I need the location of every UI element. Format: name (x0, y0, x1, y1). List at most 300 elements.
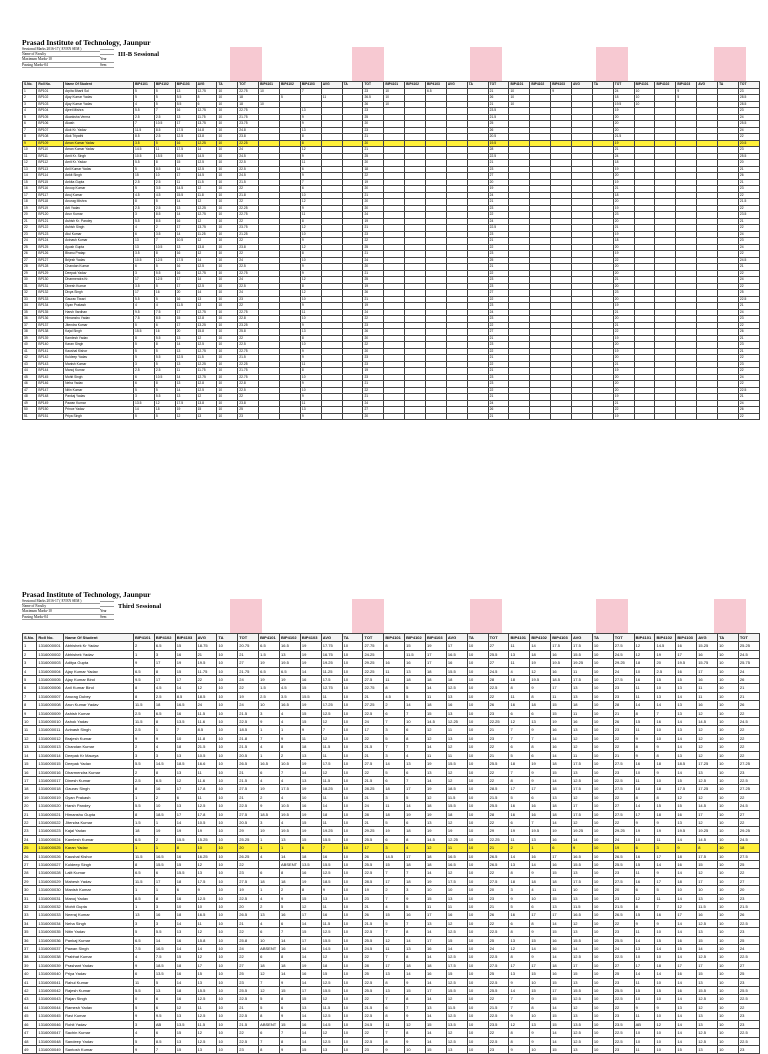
table-cell: 6 (259, 869, 280, 877)
table-cell: 12 (697, 869, 718, 877)
table-cell: Manish Kumar (64, 361, 134, 368)
table-cell: 19 (259, 827, 280, 835)
table-cell: 3 (259, 818, 280, 826)
table-cell: 1 (134, 886, 155, 894)
table-cell: 21.5 (238, 179, 259, 186)
column-header: S.No. (23, 634, 37, 642)
table-cell: 4.5 (134, 192, 155, 199)
table-cell: 5.5 (134, 160, 155, 167)
table-cell: 6.5 (259, 667, 280, 675)
table-cell: 5.5 (175, 95, 196, 102)
table-cell: 12 (634, 650, 655, 658)
table-cell: 8 (634, 743, 655, 751)
table-cell: 10 (592, 709, 613, 717)
table-cell: BP143 (37, 361, 64, 368)
table-cell: 13 (697, 768, 718, 776)
table-cell: 22 (196, 676, 217, 684)
table-cell: 20 (613, 355, 634, 362)
table-cell: 49 (23, 400, 37, 407)
table-cell: 24 (238, 257, 259, 264)
table-cell: 10 (217, 374, 238, 381)
table-cell: 4 (405, 844, 426, 852)
table-cell: 10 (217, 936, 238, 944)
table-cell: 11.5 (134, 127, 155, 134)
table-cell: 47 (23, 1029, 37, 1037)
table-cell: 12 (300, 903, 321, 911)
table-cell: 25.5 (363, 936, 384, 944)
table-cell: 9.5 (134, 676, 155, 684)
table-cell: 11 (196, 793, 217, 801)
table-cell: 25 (738, 860, 759, 868)
table-cell: 1316000027 (37, 860, 64, 868)
table-cell: 21 (363, 134, 384, 141)
table-cell: 13.8 (196, 400, 217, 407)
table-cell: 10 (592, 953, 613, 961)
table-cell: 24 (613, 835, 634, 843)
table-cell: 13.5 (154, 970, 175, 978)
table-cell: 4.5 (280, 684, 301, 692)
table-cell: 19 (613, 394, 634, 401)
table-cell: 15 (551, 701, 572, 709)
table-cell: 2.5 (154, 134, 175, 141)
table-cell: 12.25 (196, 140, 217, 147)
table-cell: 23 (738, 978, 759, 986)
table-cell: 10 (217, 869, 238, 877)
table-cell: 16 (300, 869, 321, 877)
table-cell: 1316000003 (37, 659, 64, 667)
table-cell: 10 (592, 1045, 613, 1053)
table-cell: 13 (697, 978, 718, 986)
table-cell: 12 (196, 1029, 217, 1037)
table-cell: 16 (175, 264, 196, 271)
table-cell: 26 (488, 407, 509, 414)
table-cell: 8 (655, 793, 676, 801)
institute-title: Prasad Institute of Technology, Jaunpur (22, 590, 151, 599)
table-cell: 1316000046 (37, 1020, 64, 1028)
table-cell: 22 (613, 407, 634, 414)
table-cell: 13 (446, 894, 467, 902)
table-row (23, 718, 760, 726)
table-cell: 20 (175, 290, 196, 297)
table-cell: 13 (280, 650, 301, 658)
table-cell: 23 (738, 894, 759, 902)
table-cell: BP124 (37, 238, 64, 245)
table-cell: 29 (23, 877, 37, 885)
table-cell: 26 (488, 127, 509, 134)
table-cell: 14 (175, 818, 196, 826)
table-cell: 10 (634, 1029, 655, 1037)
table-cell: 21.5 (738, 199, 759, 206)
table-cell: 3 (134, 361, 155, 368)
table-cell (634, 413, 655, 420)
table-cell: 9 (154, 734, 175, 742)
table-cell: 15.5 (572, 936, 593, 944)
table-cell: 15 (655, 676, 676, 684)
table-cell: 17.5 (321, 760, 342, 768)
table-cell: 13.75 (196, 121, 217, 128)
table-cell: 14 (23, 173, 37, 180)
table-cell: ABSENT (259, 945, 280, 953)
table-cell: 1 (154, 818, 175, 826)
table-cell: 2 (134, 743, 155, 751)
table-cell: 22 (738, 270, 759, 277)
table-cell: 10 (697, 886, 718, 894)
table-cell: 2 (154, 225, 175, 232)
table-cell: 5.5 (134, 218, 155, 225)
table-cell: 10 (592, 667, 613, 675)
table-cell: 18 (154, 701, 175, 709)
table-cell: BP131 (37, 283, 64, 290)
table-cell: 15 (697, 860, 718, 868)
table-cell: 22 (738, 225, 759, 232)
table-cell: 16.5 (572, 852, 593, 860)
table-cell: 13 (676, 701, 697, 709)
table-cell: 12.5 (446, 953, 467, 961)
table-cell: 6 (384, 1003, 405, 1011)
table-cell: Rahul Kumar (64, 978, 134, 986)
table-cell: 23 (613, 692, 634, 700)
table-cell: 10 (634, 1037, 655, 1045)
table-cell: 12 (196, 218, 217, 225)
table-cell: 5 (405, 903, 426, 911)
table-cell: 12 (676, 793, 697, 801)
table-cell: 16 (280, 911, 301, 919)
table-cell: 16 (551, 860, 572, 868)
table-cell: 14 (300, 945, 321, 953)
table-cell: 11 (572, 751, 593, 759)
table-cell: 18 (175, 987, 196, 995)
table-cell: 27.25 (738, 760, 759, 768)
table-cell: 22.75 (238, 309, 259, 316)
table-cell: 13 (175, 361, 196, 368)
table-cell: 17.5 (196, 877, 217, 885)
table-cell: 27.5 (238, 810, 259, 818)
table-cell: Kamlesh Kumar (64, 835, 134, 843)
table-cell: BP133 (37, 296, 64, 303)
table-cell: 17 (405, 852, 426, 860)
institute-title: Prasad Institute of Technology, Jaunpur (22, 38, 151, 47)
table-cell: 11 (175, 179, 196, 186)
table-cell: 13 (175, 205, 196, 212)
column-header: BIP4103 (551, 82, 572, 89)
table-cell: 15.25 (697, 642, 718, 650)
table-cell: 15 (551, 1012, 572, 1020)
table-cell: 21 (738, 394, 759, 401)
table-cell: 8 (280, 869, 301, 877)
table-cell: 22.5 (488, 953, 509, 961)
table-cell: 13 (509, 650, 530, 658)
table-cell: 9 (509, 894, 530, 902)
table-row (23, 684, 760, 692)
table-cell: 11 (196, 1003, 217, 1011)
table-cell: 18 (655, 961, 676, 969)
table-cell: 10 (217, 127, 238, 134)
table-cell: 11.5 (134, 718, 155, 726)
table-cell: 24.25 (363, 650, 384, 658)
table-cell: 10 (718, 718, 739, 726)
table-cell: 19 (300, 701, 321, 709)
table-cell: 8 (134, 785, 155, 793)
table-cell: 13 (509, 936, 530, 944)
table-cell: 14 (426, 1029, 447, 1037)
table-cell: 16 (530, 810, 551, 818)
table-cell: 10 (467, 667, 488, 675)
table-cell: 10 (718, 692, 739, 700)
table-cell: 10 (592, 911, 613, 919)
table-cell: 8 (300, 335, 321, 342)
table-cell: 10 (592, 844, 613, 852)
table-cell: 17 (23, 776, 37, 784)
meta-row-1: Name of Faculty (22, 604, 760, 609)
table-cell: 22 (363, 953, 384, 961)
table-cell: 11 (196, 919, 217, 927)
table-cell: 8.5 (154, 1037, 175, 1045)
table-cell: 23 (488, 166, 509, 173)
table-cell: 15 (676, 1045, 697, 1053)
table-cell: 1 (134, 903, 155, 911)
table-cell: 16 (426, 970, 447, 978)
table-cell: 13 (676, 684, 697, 692)
table-cell: 15.5 (321, 860, 342, 868)
table-cell: 22.5 (738, 1037, 759, 1045)
table-cell: 1316000013 (37, 743, 64, 751)
table-cell: 12 (446, 919, 467, 927)
table-cell: 10 (342, 995, 363, 1003)
table-row (23, 760, 760, 768)
table-cell: 14 (300, 667, 321, 675)
table-cell: 29.25 (363, 827, 384, 835)
table-cell: 24 (238, 277, 259, 284)
table-cell: 10 (718, 919, 739, 927)
table-cell: 18 (321, 810, 342, 818)
table-cell: 3.5 (134, 251, 155, 258)
table-cell: 10 (718, 1012, 739, 1020)
table-cell: 22.75 (238, 270, 259, 277)
table-cell: 12.5 (572, 1029, 593, 1037)
table-cell: 12 (697, 751, 718, 759)
table-cell: 14.5 (196, 153, 217, 160)
table-cell: 10 (217, 303, 238, 310)
table-cell: 2.5 (154, 205, 175, 212)
table-cell: 14 (175, 387, 196, 394)
table-cell: Kamlesh Yadav (64, 335, 134, 342)
table-row (23, 1045, 760, 1053)
table-cell: Santosh Kumar (64, 1045, 134, 1053)
table-cell: 3 (134, 270, 155, 277)
table-cell: 22 (238, 335, 259, 342)
table-cell: 12 (634, 642, 655, 650)
table-cell: 15 (175, 860, 196, 868)
table-cell: 12 (196, 335, 217, 342)
table-cell: 12 (196, 684, 217, 692)
table-cell: 16 (384, 659, 405, 667)
table-cell: 19.5 (280, 827, 301, 835)
table-cell: 12 (572, 919, 593, 927)
table-cell: 15 (676, 776, 697, 784)
table-cell: 11 (384, 802, 405, 810)
table-cell: 22.75 (238, 88, 259, 95)
table-cell: 23 (488, 381, 509, 388)
table-cell: 6 (259, 953, 280, 961)
table-cell: 7.5 (134, 316, 155, 323)
table-cell: 19 (426, 827, 447, 835)
table-cell: 1316000016 (37, 768, 64, 776)
table-cell: 5 (134, 348, 155, 355)
table-cell: 6 (134, 264, 155, 271)
table-cell: 10 (467, 751, 488, 759)
table-cell: Bhanu Pratap (64, 251, 134, 258)
table-cell: Mohit Gupta (64, 903, 134, 911)
table-cell: 10 (217, 270, 238, 277)
table-cell: 21.5 (238, 743, 259, 751)
column-header: BIP4102 (280, 82, 301, 89)
table-cell: 10 (342, 818, 363, 826)
table-cell: 14 (551, 1029, 572, 1037)
table-cell: 10 (217, 101, 238, 108)
table-cell: 12.75 (196, 212, 217, 219)
table-cell: 19 (300, 642, 321, 650)
table-cell: 1316000019 (37, 793, 64, 801)
table-cell: 10 (718, 961, 739, 969)
table-cell: 19 (613, 166, 634, 173)
table-cell: 13 (175, 802, 196, 810)
table-cell: 16.5 (446, 860, 467, 868)
table-cell: 18 (175, 911, 196, 919)
table-cell: 9 (530, 928, 551, 936)
table-cell: 10 (634, 768, 655, 776)
table-cell: 8 (509, 953, 530, 961)
table-cell: 19 (613, 303, 634, 310)
table-cell: 1 (280, 844, 301, 852)
table-cell: 22 (238, 860, 259, 868)
table-cell: 10 (342, 684, 363, 692)
table-cell: 10 (718, 852, 739, 860)
table-cell: Ravi Kumar (64, 1012, 134, 1020)
table-cell: 10 (718, 911, 739, 919)
table-cell: 18.5 (551, 676, 572, 684)
column-header: AVG (446, 634, 467, 642)
table-cell: 13.75 (196, 225, 217, 232)
table-cell: 16.5 (175, 701, 196, 709)
table-cell: 10 (217, 140, 238, 147)
table-cell: 17 (175, 810, 196, 818)
table-cell: 10 (592, 726, 613, 734)
table-cell: 1.5 (134, 818, 155, 826)
table-cell: 15 (551, 1020, 572, 1028)
table-cell: 1316000043 (37, 995, 64, 1003)
table-cell: 7 (259, 734, 280, 742)
table-cell: 20 (613, 374, 634, 381)
table-cell: 23 (488, 251, 509, 258)
table-cell: 10 (467, 877, 488, 885)
table-cell: BP103 (37, 101, 64, 108)
table-cell: 12 (154, 400, 175, 407)
table-cell: 23 (488, 374, 509, 381)
table-cell (509, 413, 530, 420)
table-cell: 12 (175, 413, 196, 420)
table-cell: 14 (509, 987, 530, 995)
table-cell: 24.5 (238, 153, 259, 160)
table-cell: 10 (467, 802, 488, 810)
table-cell: Neeraj Kumar (64, 911, 134, 919)
table-cell: 10 (217, 238, 238, 245)
table-cell: 14.5 (154, 760, 175, 768)
table-cell: 9 (300, 270, 321, 277)
table-cell: 6 (134, 374, 155, 381)
table-cell: 7 (175, 726, 196, 734)
table-cell: 19 (613, 179, 634, 186)
table-cell: 4 (259, 894, 280, 902)
table-cell: 8.5 (154, 212, 175, 219)
table-cell: 7 (509, 768, 530, 776)
table-cell: 10 (342, 760, 363, 768)
table-cell: 10 (592, 1012, 613, 1020)
table-cell: 14 (676, 869, 697, 877)
table-cell: 23 (363, 127, 384, 134)
table-cell: 19.5 (613, 101, 634, 108)
table-cell: 14 (405, 802, 426, 810)
table-cell (259, 413, 280, 420)
table-cell: 7 (655, 709, 676, 717)
table-cell: 21 (738, 264, 759, 271)
table-cell: 10 (592, 1037, 613, 1045)
table-cell: 19 (23, 205, 37, 212)
table-cell: 22 (238, 218, 259, 225)
table-row (23, 886, 760, 894)
table-cell: 1316000012 (37, 734, 64, 742)
table-cell: 12 (426, 726, 447, 734)
table-cell: 19 (613, 368, 634, 375)
table-cell (384, 650, 405, 658)
table-cell: 10 (217, 407, 238, 414)
table-cell: 23 (613, 1045, 634, 1053)
table-cell: 12.5 (446, 1012, 467, 1020)
table-cell: 8 (300, 134, 321, 141)
table-cell: 16 (551, 970, 572, 978)
table-cell: 22.5 (238, 264, 259, 271)
table-cell: 18 (405, 860, 426, 868)
table-cell: 24.5 (363, 1020, 384, 1028)
table-cell: 14.5 (196, 173, 217, 180)
table-cell: Anuj Kumar (64, 192, 134, 199)
table-cell: 24 (738, 231, 759, 238)
table-cell: 10 (217, 919, 238, 927)
table-cell: 10 (718, 928, 739, 936)
table-cell: 3.5 (280, 692, 301, 700)
table-cell: 10 (467, 692, 488, 700)
table-cell: 7 (405, 869, 426, 877)
table-cell: 48 (23, 394, 37, 401)
table-cell: 24 (738, 127, 759, 134)
table-cell: ABSENT (280, 860, 301, 868)
table-cell: 10 (217, 199, 238, 206)
table-cell: 5 (154, 264, 175, 271)
table-cell: 10 (217, 776, 238, 784)
table-cell: 13.5 (300, 860, 321, 868)
table-cell: 18 (384, 810, 405, 818)
table-cell: 22 (738, 413, 759, 420)
table-cell: 15 (551, 928, 572, 936)
table-cell: 13.8 (196, 244, 217, 251)
table-cell: 11 (634, 1012, 655, 1020)
table-cell: 22 (488, 995, 509, 1003)
table-cell: 14.5 (321, 945, 342, 953)
table-cell: 16 (655, 911, 676, 919)
table-cell: 14.5 (697, 802, 718, 810)
table-cell: 28.5 (738, 95, 759, 102)
table-cell: 25.5 (613, 860, 634, 868)
table-cell: 21.5 (363, 776, 384, 784)
